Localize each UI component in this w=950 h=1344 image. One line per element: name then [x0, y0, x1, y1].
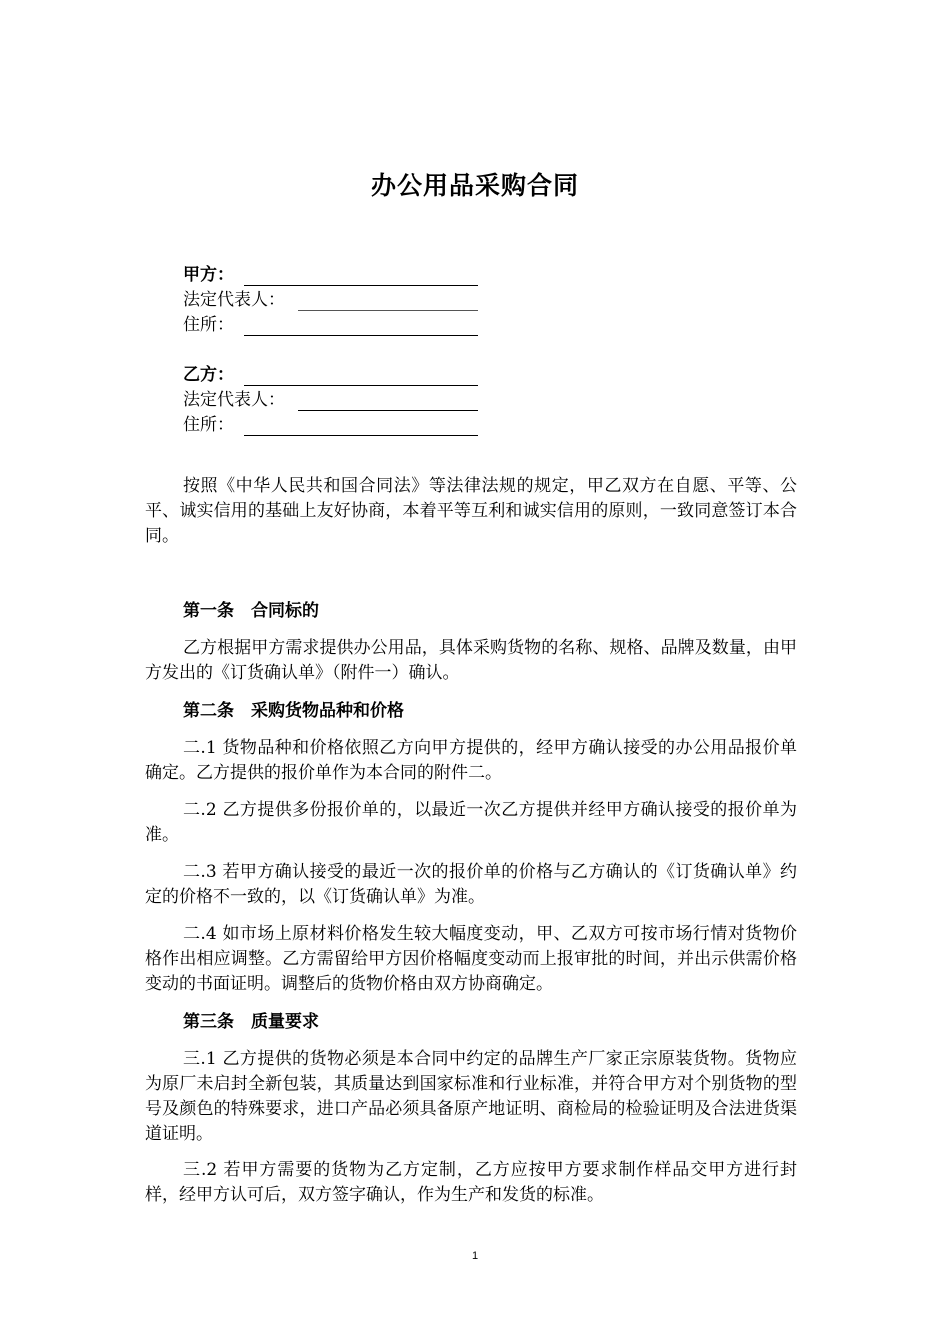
article-2-clause-1: 二.1 货物品种和价格依照乙方向甲方提供的，经甲方确认接受的办公用品报价单确定。乙方提供的报价单作为本合同的附件二。	[145, 738, 797, 783]
party-a-label: 甲方：	[183, 265, 234, 285]
party-a-addr-label: 住所：	[183, 315, 234, 335]
party-b-addr-line	[183, 413, 234, 438]
article-2-clause-4: 二.4 如市场上原材料价格发生较大幅度变动，甲、乙双方可按市场行情对货物价格作出相应调整。乙方需留给甲方因价格幅度变动而上报审批的时间，并出示供需价格变动的书面证明。调整后的货物价格由双方协商确定。	[145, 924, 797, 994]
article-2-clause-2: 二.2 乙方提供多份报价单的，以最近一次乙方提供并经甲方确认接受的报价单为准。	[145, 800, 797, 845]
party-b-addr-blank[interactable]	[244, 435, 478, 436]
party-a-addr-blank[interactable]	[244, 335, 478, 336]
party-a-rep-line	[183, 288, 285, 313]
party-b-addr-label: 住所：	[183, 415, 234, 435]
article-2-clause-3: 二.3 若甲方确认接受的最近一次的报价单的价格与乙方确认的《订货确认单》约定的价格不一致的，以《订货确认单》为准。	[145, 862, 797, 907]
party-a-rep-blank[interactable]	[298, 310, 478, 311]
article-2-heading	[183, 699, 404, 724]
article-3-title: 质量要求	[251, 1012, 319, 1032]
party-a-rep-label: 法定代表人：	[183, 290, 285, 310]
page-number: 1	[471, 1250, 479, 1262]
article-3-clause-1: 三.1 乙方提供的货物必须是本合同中约定的品牌生产厂家正宗原装货物。货物应为原厂未启封全新包装，其质量达到国家标准和行业标准，并符合甲方对个别货物的型号及颜色的特殊要求，进口产品必须具备原产地证明、商检局的检验证明及合法进货渠道证明。	[145, 1049, 797, 1144]
article-1-title: 合同标的	[251, 601, 319, 621]
party-b-blank[interactable]	[244, 385, 478, 386]
party-b-rep-blank[interactable]	[298, 410, 478, 411]
article-1-number: 第一条	[183, 601, 234, 621]
party-a-addr-line	[183, 313, 234, 338]
party-a-blank[interactable]	[244, 285, 478, 286]
article-1-heading	[183, 599, 319, 624]
article-3-heading	[183, 1010, 319, 1035]
intro-paragraph: 按照《中华人民共和国合同法》等法律法规的规定，甲乙双方在自愿、平等、公平、诚实信用的基础上友好协商，本着平等互利和诚实信用的原则，一致同意签订本合同。	[145, 476, 797, 546]
article-3-clause-2: 三.2 若甲方需要的货物为乙方定制，乙方应按甲方要求制作样品交甲方进行封样，经甲方认可后，双方签字确认，作为生产和发货的标准。	[145, 1160, 797, 1205]
article-2-number: 第二条	[183, 701, 234, 721]
article-1-body: 乙方根据甲方需求提供办公用品，具体采购货物的名称、规格、品牌及数量，由甲方发出的《订货确认单》（附件一）确认。	[145, 638, 797, 683]
party-b-rep-label: 法定代表人：	[183, 390, 285, 410]
document-title: 办公用品采购合同	[370, 171, 579, 200]
party-b-label: 乙方：	[183, 365, 234, 385]
party-b-rep-line	[183, 388, 285, 413]
article-2-title: 采购货物品种和价格	[251, 701, 404, 721]
party-b-line	[183, 363, 234, 388]
party-a-line	[183, 263, 234, 288]
article-3-number: 第三条	[183, 1012, 234, 1032]
